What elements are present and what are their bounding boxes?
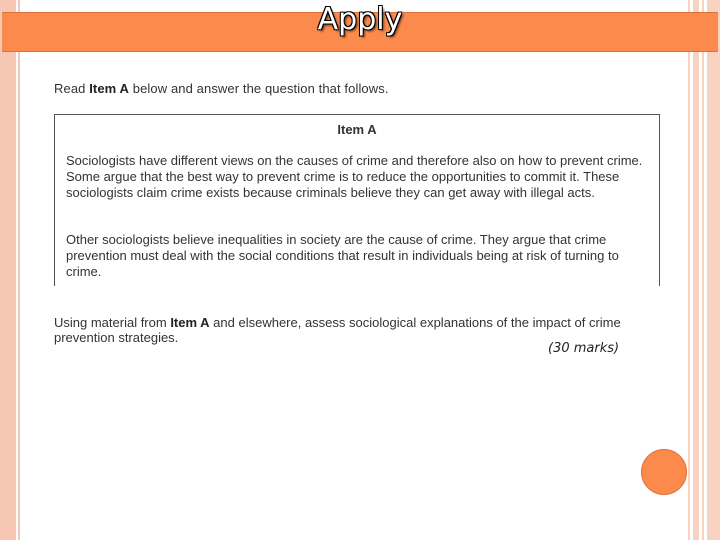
item-paragraph-2: Other sociologists believe inequalities in society are the cause of crime. They argue that crime prevention must deal with the social conditions that result in individuals being at risk of turning to crime. <box>66 232 619 279</box>
question-bold: Item A <box>170 315 210 330</box>
right-stripe <box>693 0 699 540</box>
right-stripe <box>688 0 690 540</box>
instruction-text <box>54 81 389 96</box>
decorative-circle <box>641 449 687 495</box>
item-heading: Item A <box>337 122 377 137</box>
item-paragraph-1: Sociologists have different views on the causes of crime and therefore also on how to prevent crime. Some argue that the best way to prevent crime is to reduce the opportunities to commit it. These sociologists claim crime exists because criminals believe they can get away with illegal acts. <box>66 153 643 200</box>
instruction-suffix: below and answer the question that follows. <box>129 81 389 96</box>
left-border-line <box>18 0 20 540</box>
right-stripe <box>702 0 704 540</box>
slide-title: Apply <box>317 2 403 37</box>
question-prefix: Using material from <box>54 315 171 330</box>
right-stripe <box>707 0 720 540</box>
question-suffix: and elsewhere, assess sociological explanations of the impact of crime prevention strategies. <box>54 315 621 345</box>
instruction-bold: Item A <box>89 81 130 96</box>
left-border-stripe <box>0 0 16 540</box>
item-a-box <box>54 114 660 286</box>
instruction-prefix: Read <box>54 81 90 96</box>
marks-label: (30 marks) <box>548 341 620 356</box>
